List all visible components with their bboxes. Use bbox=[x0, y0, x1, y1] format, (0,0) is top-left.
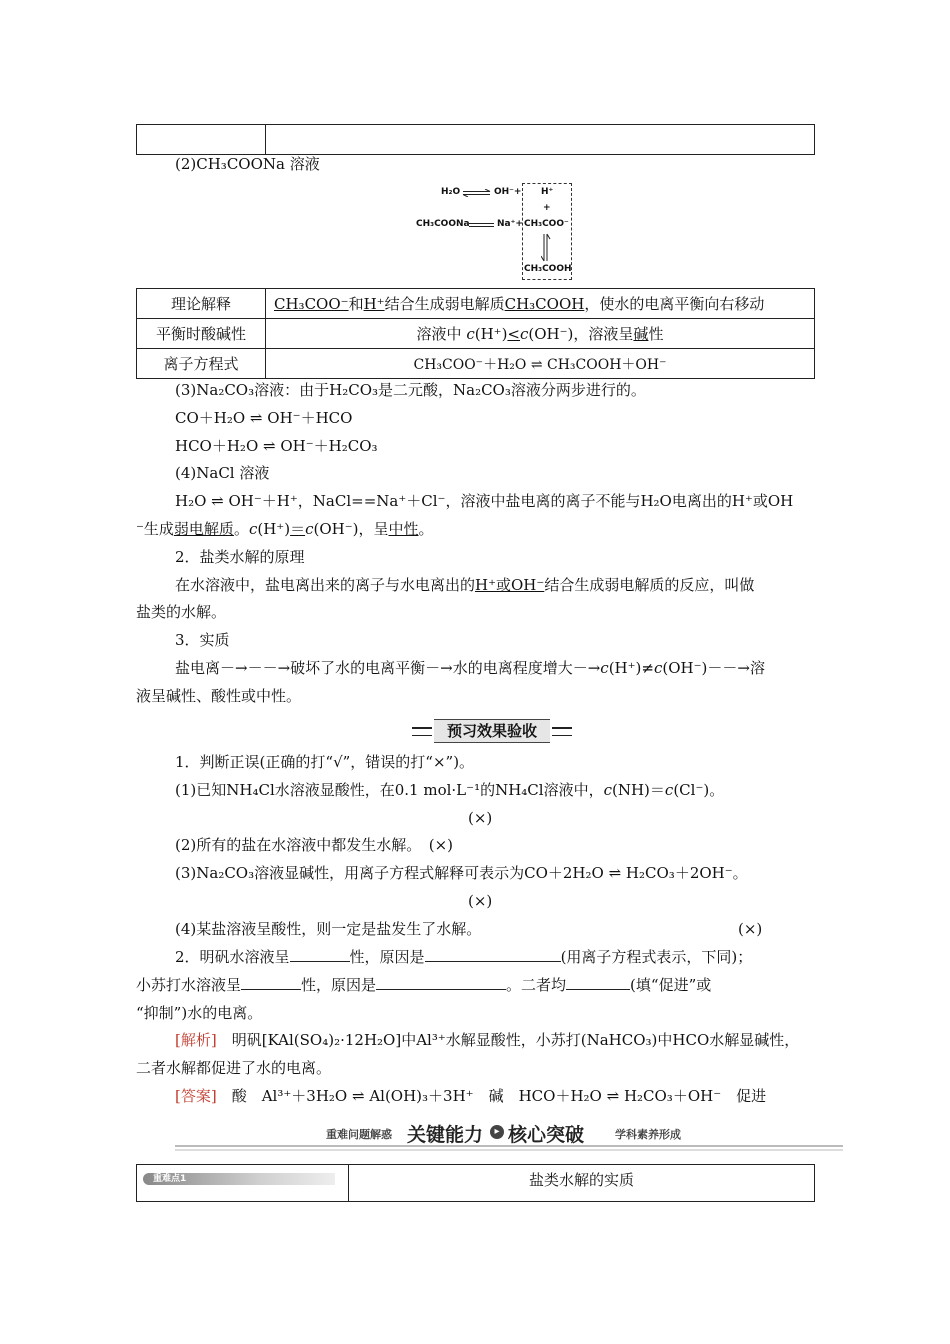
text: (NH)＝ bbox=[611, 781, 665, 799]
ch3coona-table bbox=[136, 288, 815, 379]
text: c bbox=[520, 325, 529, 343]
text: c bbox=[653, 659, 663, 677]
key-point-title: 盐类水解的实质 bbox=[349, 1165, 815, 1202]
principle-line-1 bbox=[175, 574, 754, 596]
nacl-line-1: H₂O ⇌ OH⁻＋H⁺，NaCl==Na⁺＋Cl⁻，溶液中盐电离的离子不能与H₂O电离出的H⁺或OH bbox=[175, 492, 794, 510]
text: 酸 Al³⁺＋3H₂O ⇌ Al(OH)₃＋3H⁺ 碱 HCO＋H₂O ⇌ H₂CO₃＋OH⁻ 促进 bbox=[216, 1087, 767, 1105]
equals-text: ＝ bbox=[290, 520, 306, 538]
quiz-q1-1 bbox=[175, 779, 724, 801]
arrow-circle-icon: ▸ bbox=[490, 1125, 504, 1139]
text: 盐电离－→－－→破坏了水的电离平衡－→水的电离程度增大－→ bbox=[175, 659, 601, 677]
text: 性，原因是 bbox=[301, 976, 377, 994]
key-point-table bbox=[136, 1164, 815, 1202]
band-right-bar bbox=[552, 727, 572, 736]
quiz-q1: 1．判断正误(正确的打“√”，错误的打“×”)。 bbox=[175, 753, 475, 771]
essence-heading: 3．实质 bbox=[175, 631, 230, 649]
diagram-h-plus: H⁺ bbox=[541, 187, 554, 197]
answer-tag: [答案] bbox=[175, 1087, 217, 1105]
text: 结合生成弱电解质的反应，叫做 bbox=[544, 576, 755, 594]
diagram-na: Na⁺+ bbox=[497, 219, 523, 229]
blank-3[interactable] bbox=[241, 975, 301, 990]
text: 2．明矾水溶液呈 bbox=[175, 948, 290, 966]
text: 性 bbox=[648, 325, 664, 343]
quiz-section-band bbox=[412, 719, 572, 741]
hplus-text: H⁺ bbox=[363, 295, 385, 313]
weak-electrolyte-text: 弱电解质 bbox=[173, 520, 234, 538]
diagram-plus: + bbox=[543, 203, 551, 213]
equilibrium-arrow-icon bbox=[462, 189, 492, 197]
text: c bbox=[603, 781, 612, 799]
text: 小苏打水溶液呈 bbox=[136, 976, 242, 994]
key-point-badge-cell bbox=[137, 1165, 349, 1202]
acetate-text: CH₃COO⁻ bbox=[274, 295, 349, 313]
text: c bbox=[466, 325, 475, 343]
blank-1[interactable] bbox=[290, 947, 350, 962]
text: 。 bbox=[233, 520, 249, 538]
diagram-oh: OH⁻+ bbox=[494, 187, 522, 197]
row-value: CH₃COO⁻＋H₂O ⇌ CH₃COOH＋OH⁻ bbox=[266, 349, 815, 379]
text: c bbox=[664, 781, 674, 799]
neutral-text: 中性 bbox=[388, 520, 419, 538]
quiz-q1-2: (2)所有的盐在水溶液中都发生水解。 (×) bbox=[175, 836, 454, 854]
row-value bbox=[266, 319, 815, 349]
principle-heading: 2．盐类水解的原理 bbox=[175, 548, 305, 566]
quiz-q1-1-answer: (×) bbox=[468, 809, 493, 827]
quiz-q2-line-2 bbox=[136, 974, 711, 996]
essence-line-2: 液呈碱性、酸性或中性。 bbox=[136, 687, 302, 705]
top-table-cell-2 bbox=[266, 125, 815, 155]
blank-2[interactable] bbox=[425, 947, 561, 962]
text: c bbox=[248, 520, 258, 538]
text: 。 bbox=[418, 520, 434, 538]
analysis-line-2: 二者水解都促进了水的电离。 bbox=[136, 1059, 332, 1077]
and-text: 和 bbox=[348, 295, 364, 313]
banner-main-1: 关键能力 bbox=[407, 1124, 484, 1146]
less-than-text: < bbox=[507, 325, 520, 343]
table-row bbox=[137, 289, 815, 319]
ch3cooh-text: CH₃COOH bbox=[504, 295, 585, 313]
banner-main-2: 核心突破 bbox=[508, 1124, 585, 1146]
na2co3-heading: (3)Na₂CO₃溶液：由于H₂CO₃是二元酸，Na₂CO₃溶液分两步进行的。 bbox=[175, 381, 646, 399]
quiz-q1-4: (4)某盐溶液呈酸性，则一定是盐发生了水解。 bbox=[175, 920, 482, 938]
vertical-equilibrium-arrow-icon bbox=[541, 233, 551, 263]
na2co3-equation-1: CO＋H₂O ⇌ OH⁻＋HCO bbox=[175, 409, 353, 427]
text: ⁻生成 bbox=[136, 520, 174, 538]
quiz-q1-3-answer: (×) bbox=[468, 892, 493, 910]
top-table-cell-1 bbox=[137, 125, 266, 155]
essence-line-1 bbox=[175, 657, 765, 679]
diagram-h2o: H₂O bbox=[441, 187, 461, 197]
text: 。二者均 bbox=[506, 976, 567, 994]
top-table bbox=[136, 124, 815, 155]
text: 性，原因是 bbox=[349, 948, 425, 966]
text: (1)已知NH₄Cl水溶液显酸性，在0.1 mol·L⁻¹的NH₄Cl溶液中， bbox=[175, 781, 604, 799]
diagram-acetate: CH₃COO⁻ bbox=[524, 219, 569, 229]
banner-right-text: 学科素养形成 bbox=[615, 1128, 681, 1141]
text: (H⁺) bbox=[474, 325, 508, 343]
text: 明矾[KAl(SO₄)₂·12H₂O]中Al³⁺水解显酸性，小苏打(NaHCO₃)中HCO水解显碱性， bbox=[216, 1031, 800, 1049]
text: c bbox=[600, 659, 609, 677]
quiz-section-title: 预习效果验收 bbox=[434, 719, 550, 743]
na2co3-equation-2: HCO＋H₂O ⇌ OH⁻＋H₂CO₃ bbox=[175, 437, 378, 455]
nacl-heading: (4)NaCl 溶液 bbox=[175, 464, 270, 482]
basic-text: 碱 bbox=[633, 325, 649, 343]
text: (H⁺) bbox=[257, 520, 291, 538]
text: (OH⁻)，呈 bbox=[313, 520, 389, 538]
nacl-line-2 bbox=[136, 518, 434, 540]
text: 溶液中 bbox=[416, 325, 467, 343]
blank-4[interactable] bbox=[376, 975, 506, 990]
analysis-line-1 bbox=[175, 1029, 799, 1051]
text: (OH⁻)，溶液呈 bbox=[528, 325, 634, 343]
ions-text: H⁺或OH⁻ bbox=[475, 576, 545, 594]
shift-text: ，使水的电离平衡向右移动 bbox=[584, 295, 765, 313]
row-value bbox=[266, 289, 815, 319]
ionization-arrow-icon bbox=[469, 222, 495, 228]
text: (填“促进”或 bbox=[630, 976, 712, 994]
quiz-q2-line-3: “抑制”)水的电离。 bbox=[136, 1004, 263, 1022]
row-label: 理论解释 bbox=[137, 289, 266, 319]
answer-line bbox=[175, 1085, 766, 1107]
band-left-bar bbox=[412, 727, 432, 736]
text: c bbox=[305, 520, 314, 538]
key-point-badge: 重难点1 bbox=[143, 1173, 335, 1185]
section-heading-ch3coona: (2)CH₃COONa 溶液 bbox=[175, 155, 320, 173]
principle-line-2: 盐类的水解。 bbox=[136, 603, 227, 621]
text: (H⁺)≠ bbox=[608, 659, 654, 677]
row-label: 离子方程式 bbox=[137, 349, 266, 379]
combine-text: 结合生成弱电解质 bbox=[384, 295, 505, 313]
table-row bbox=[137, 319, 815, 349]
quiz-q1-3: (3)Na₂CO₃溶液显碱性，用离子方程式解释可表示为CO＋2H₂O ⇌ H₂CO₃＋2OH⁻。 bbox=[175, 864, 748, 882]
key-ability-banner bbox=[175, 1122, 843, 1152]
text: (Cl⁻)。 bbox=[673, 781, 725, 799]
text: 在水溶液中，盐电离出来的离子与水电离出的 bbox=[175, 576, 476, 594]
analysis-tag: [解析] bbox=[175, 1031, 217, 1049]
text: (用离子方程式表示，下同)； bbox=[560, 948, 753, 966]
diagram-product: CH₃COOH bbox=[524, 264, 572, 274]
blank-5[interactable] bbox=[566, 975, 630, 990]
quiz-q2-line-1 bbox=[175, 946, 752, 968]
banner-rule-2 bbox=[175, 1149, 843, 1151]
quiz-q1-4-answer: (×) bbox=[738, 920, 763, 938]
text: (OH⁻)－－→溶 bbox=[662, 659, 765, 677]
table-row bbox=[137, 349, 815, 379]
row-label: 平衡时酸碱性 bbox=[137, 319, 266, 349]
diagram-ch3coona: CH₃COONa bbox=[416, 219, 470, 229]
banner-left-text: 重难问题解惑 bbox=[326, 1128, 392, 1141]
